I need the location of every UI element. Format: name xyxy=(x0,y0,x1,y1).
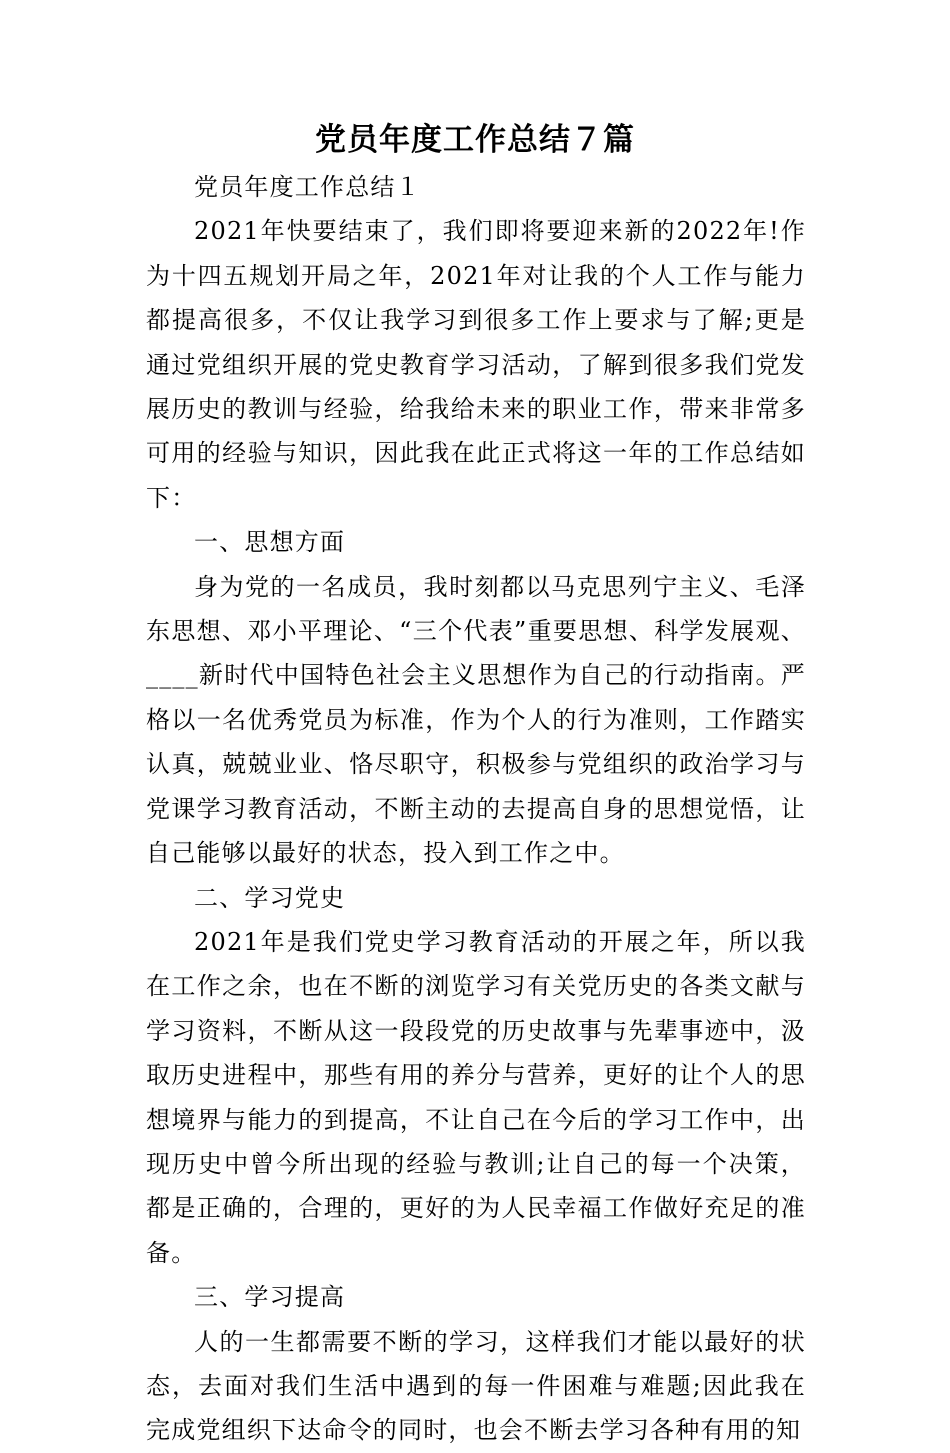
section-heading: 二、学习党史 xyxy=(194,883,346,912)
body-paragraph: 2021年快要结束了，我们即将要迎来新的2022年!作为十四五规划开局之年，2021年对让我的个人工作与能力都提高很多，不仅让我学习到很多工作上要求与了解;更是通过党组织开展的党史教育学习活动，了解到很多我们党发展历史的教训与经验，给我给未来的职业工作，带来非常多可用的经验与知识，因此我在此正式将这一年的工作总结如下： xyxy=(146,217,806,512)
body-paragraph: 身为党的一名成员，我时刻都以马克思列宁主义、毛泽东思想、邓小平理论、“三个代表”重要思想、科学发展观、____新时代中国特色社会主义思想作为自己的行动指南。严格以一名优秀党员为标准，作为个人的行为准则，工作踏实认真，兢兢业业、恪尽职守，积极参与党组织的政治学习与党课学习教育活动，不断主动的去提高自身的思想觉悟，让自己能够以最好的状态，投入到工作之中。 xyxy=(146,572,806,868)
section-heading: 一、思想方面 xyxy=(194,528,346,557)
body-paragraph: 人的一生都需要不断的学习，这样我们才能以最好的状态，去面对我们生活中遇到的每一件困难与难题;因此我在完成党组织下达命令的同时，也会不断去学习各种有用的知 xyxy=(146,1327,806,1445)
document-title: 党员年度工作总结７篇 xyxy=(315,122,635,158)
document-body xyxy=(146,165,806,1453)
body-paragraph: 2021年是我们党史学习教育活动的开展之年，所以我在工作之余，也在不断的浏览学习有关党历史的各类文献与学习资料，不断从这一段段党的历史故事与先辈事迹中，汲取历史进程中，那些有用的养分与营养，更好的让个人的思想境界与能力的到提高，不让自己在今后的学习工作中，出现历史中曾今所出现的经验与教训;让自己的每一个决策，都是正确的，合理的，更好的为人民幸福工作做好充足的准备。 xyxy=(146,927,806,1267)
section-heading: 三、学习提高 xyxy=(194,1283,346,1312)
section-heading: 党员年度工作总结１ xyxy=(194,173,421,201)
